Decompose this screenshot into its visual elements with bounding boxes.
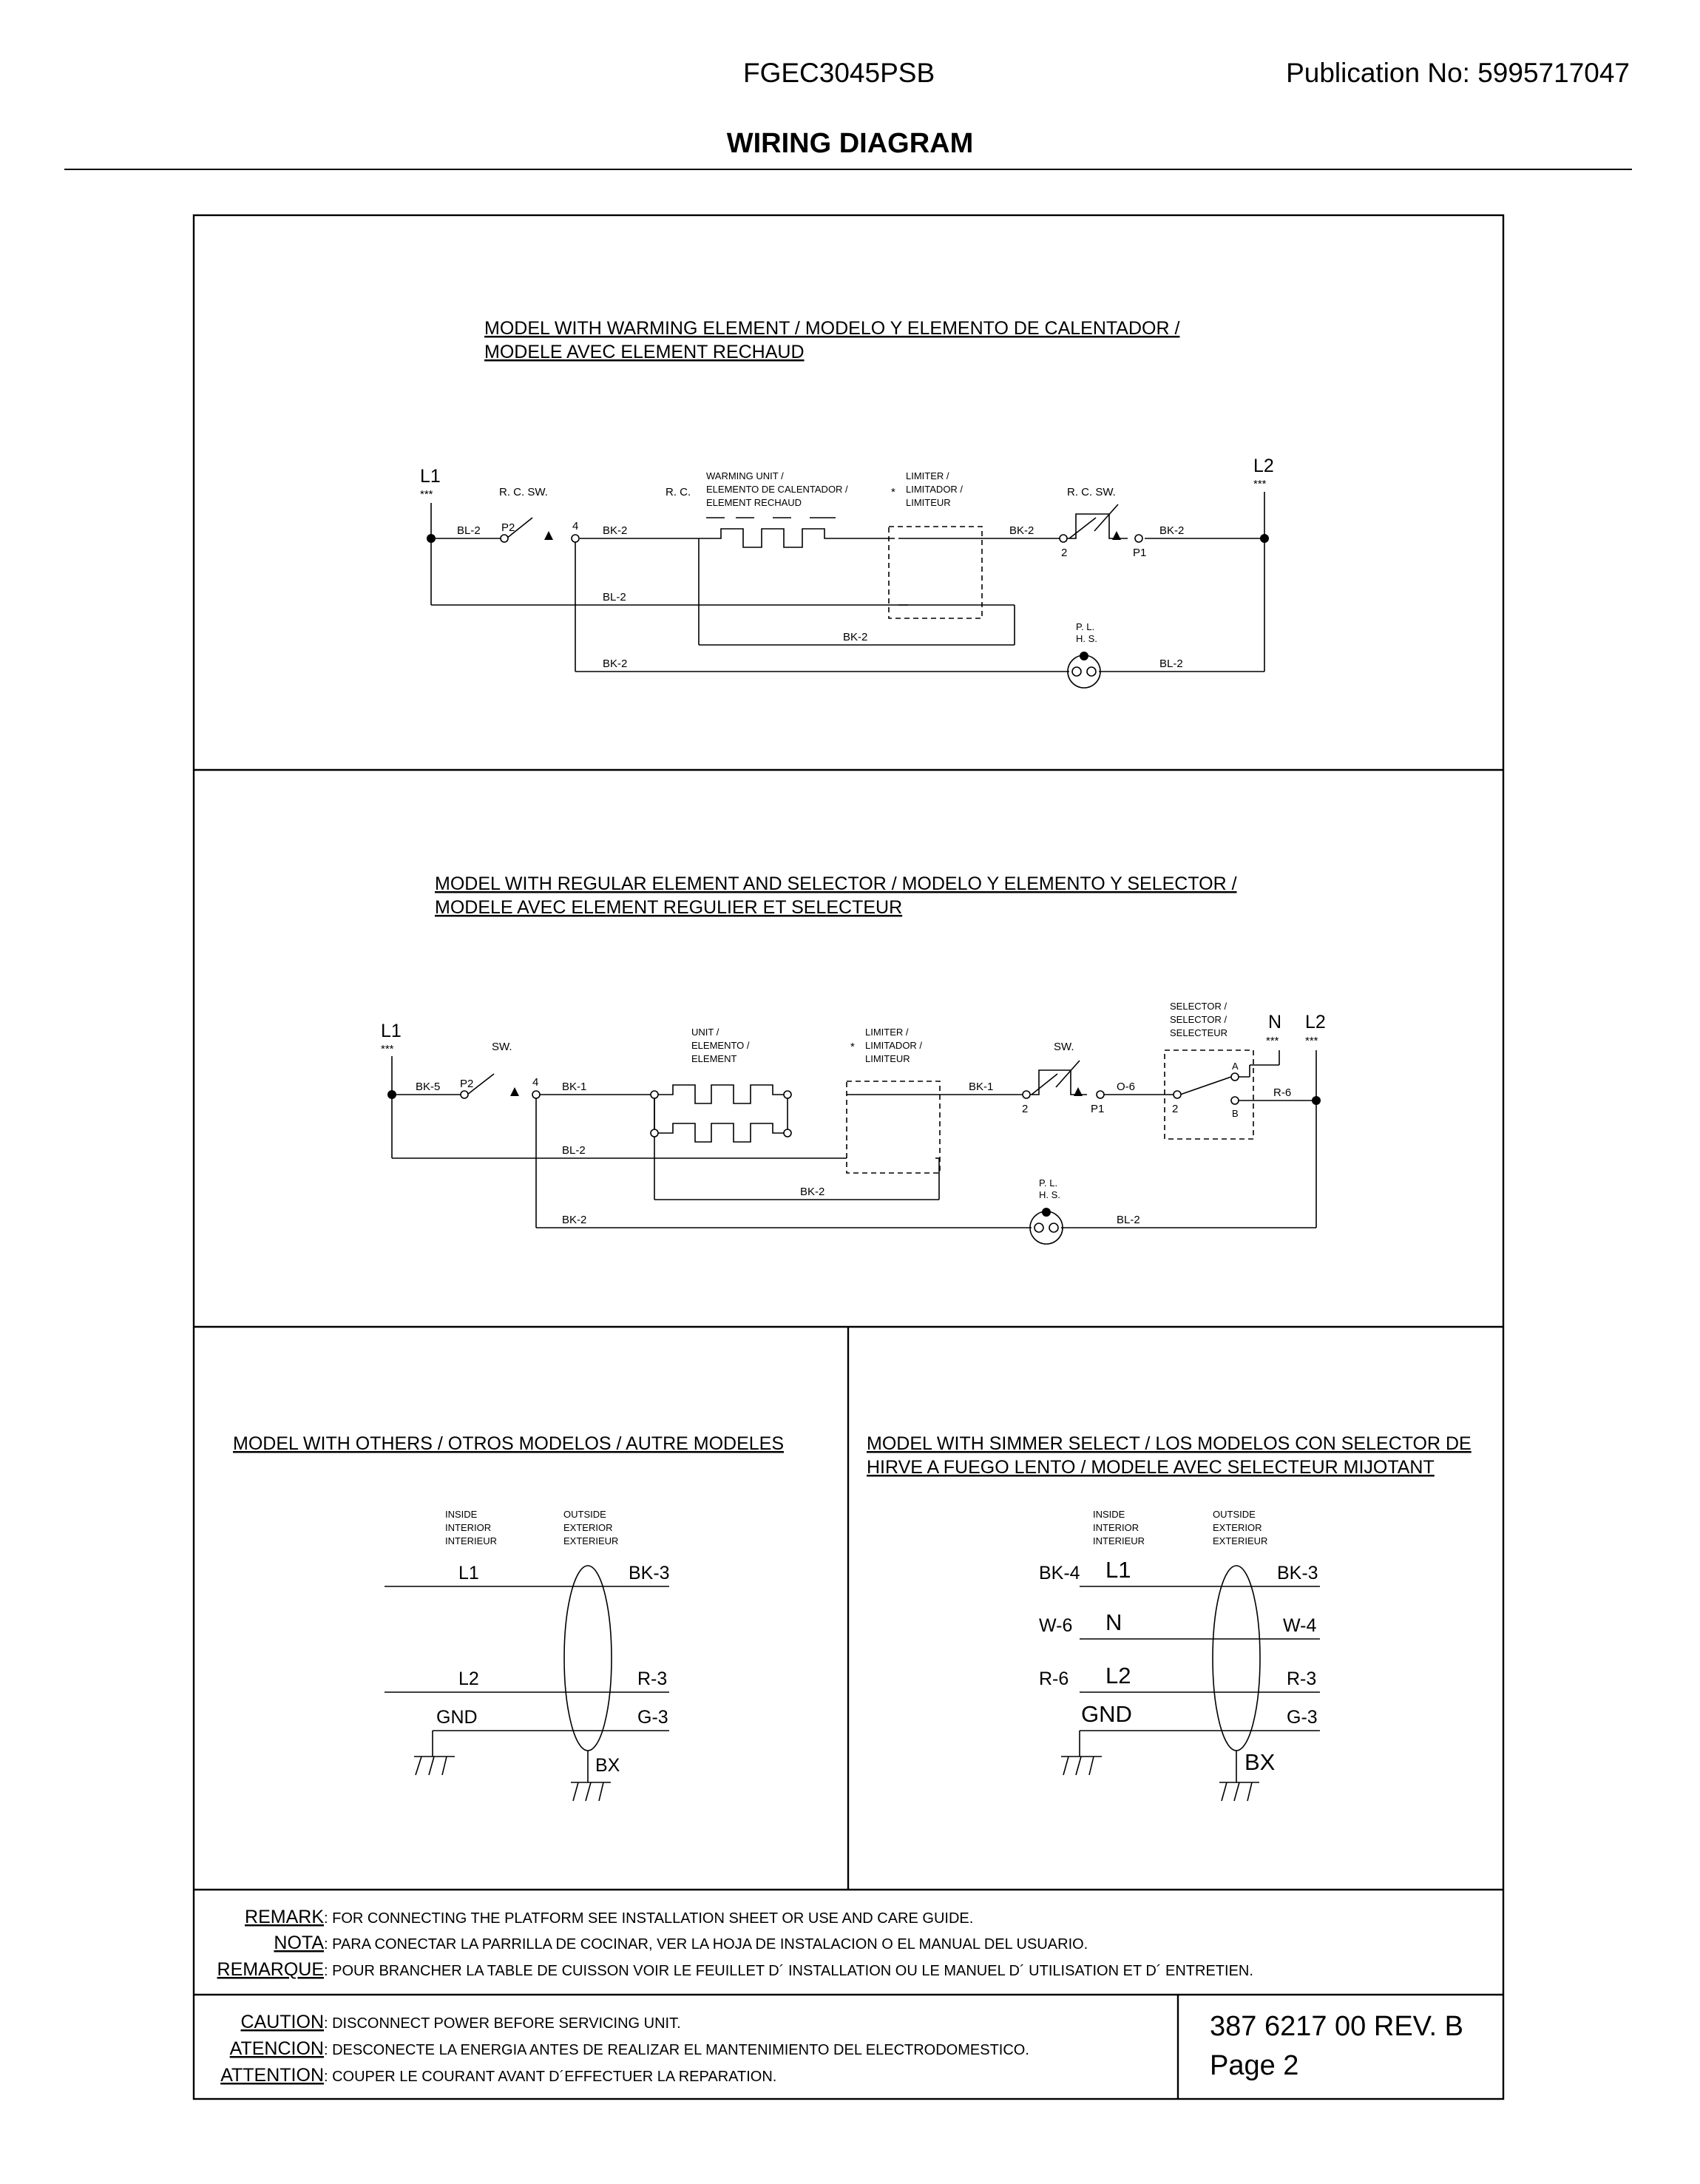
warming-hs-label: H. S.	[1076, 633, 1097, 644]
warming-l2-stars: ***	[1253, 478, 1267, 490]
regular-selector-b: B	[1232, 1108, 1239, 1119]
regular-n-label: N	[1268, 1012, 1282, 1032]
nota-text: : PARA CONECTAR LA PARRILLA DE COCINAR, VER LA HOJA DE INSTALACION O EL MANUAL DEL USUARIO.	[324, 1936, 1088, 1953]
remarks-section	[217, 1907, 1253, 1980]
others-g3-label: G-3	[637, 1707, 668, 1728]
simmer-title-line1: MODEL WITH SIMMER SELECT / LOS MODELOS CON SELECTOR DE	[867, 1433, 1472, 1454]
regular-limiter-label2: LIMITADOR /	[865, 1040, 923, 1051]
regular-p2-label: P2	[460, 1078, 474, 1090]
simmer-inside1: INSIDE	[1093, 1509, 1125, 1520]
regular-unit-label3: ELEMENT	[691, 1053, 737, 1064]
simmer-bk3-label: BK-3	[1277, 1563, 1318, 1583]
warming-unit-label2: ELEMENTO DE CALENTADOR /	[706, 484, 848, 495]
warming-rc-switch2-label: R. C. SW.	[1067, 486, 1116, 498]
others-gnd-label: GND	[436, 1707, 478, 1728]
caution-label: CAUTION	[240, 2012, 324, 2032]
others-inside3: INTERIEUR	[445, 1535, 498, 1546]
regular-unit-label1: UNIT /	[691, 1027, 719, 1038]
warming-wire-bl2-b: BL-2	[603, 591, 626, 604]
regular-l2-label: L2	[1305, 1012, 1326, 1032]
attention-text: : COUPER LE COURANT AVANT D´EFFECTUER LA REPARATION.	[324, 2069, 777, 2085]
regular-element-panel	[381, 873, 1326, 1244]
regular-sw2-label: SW.	[1054, 1041, 1074, 1053]
atencion-label: ATENCION	[229, 2038, 324, 2059]
simmer-w4-label: W-4	[1283, 1615, 1317, 1636]
warming-rc-switch-label: R. C. SW.	[499, 486, 548, 498]
caution-section	[220, 2011, 1463, 2086]
warming-l1-label: L1	[420, 466, 441, 487]
regular-l1-label: L1	[381, 1021, 402, 1041]
regular-wire-bk1-a: BK-1	[562, 1081, 587, 1093]
warming-wire-bl2-c: BL-2	[1159, 657, 1183, 670]
others-l2-label: L2	[458, 1669, 479, 1689]
remarque-label: REMARQUE	[217, 1959, 324, 1980]
diagram-frame	[194, 215, 1503, 2099]
others-outside3: EXTERIEUR	[563, 1535, 619, 1546]
simmer-r6-label: R-6	[1039, 1669, 1069, 1689]
warming-wire-bk2-a: BK-2	[603, 524, 628, 537]
remarque-text: : POUR BRANCHER LA TABLE DE CUISSON VOIR LE FEUILLET D´ INSTALLATION OU LE MANUEL D´ UTILISATION ET D´ ENTRETIEN.	[324, 1963, 1253, 1979]
regular-title-line1: MODEL WITH REGULAR ELEMENT AND SELECTOR / MODELO Y ELEMENTO Y SELECTOR /	[435, 873, 1237, 894]
simmer-bx-label: BX	[1244, 1749, 1276, 1775]
nota-label: NOTA	[274, 1933, 324, 1953]
simmer-l2-label: L2	[1105, 1663, 1131, 1688]
simmer-n-label: N	[1105, 1609, 1122, 1635]
simmer-outside2: EXTERIOR	[1213, 1522, 1262, 1533]
warming-title-line1: MODEL WITH WARMING ELEMENT / MODELO Y ELEMENTO DE CALENTADOR /	[484, 318, 1180, 339]
simmer-bk4-label: BK-4	[1039, 1563, 1080, 1583]
warming-terminal-4: 4	[572, 520, 579, 533]
simmer-r3-label: R-3	[1287, 1669, 1317, 1689]
regular-terminal-2: 2	[1022, 1103, 1029, 1115]
remark-text: : FOR CONNECTING THE PLATFORM SEE INSTALLATION SHEET OR USE AND CARE GUIDE.	[324, 1910, 974, 1927]
warming-unit-label3: ELEMENT RECHAUD	[706, 497, 802, 508]
regular-title-line2: MODELE AVEC ELEMENT REGULIER ET SELECTEUR	[435, 897, 903, 918]
regular-wire-bk2-b: BK-2	[562, 1214, 587, 1226]
simmer-select-panel	[867, 1433, 1472, 1801]
simmer-title-line2: HIRVE A FUEGO LENTO / MODELE AVEC SELECTEUR MIJOTANT	[867, 1457, 1435, 1478]
simmer-outside3: EXTERIEUR	[1213, 1535, 1268, 1546]
regular-limiter-label3: LIMITEUR	[865, 1053, 910, 1064]
regular-wire-bl2-b: BL-2	[1117, 1214, 1140, 1226]
regular-wire-bl2-a: BL-2	[562, 1144, 586, 1157]
regular-selector-label2: SELECTOR /	[1170, 1014, 1227, 1025]
regular-limiter-label1: LIMITER /	[865, 1027, 909, 1038]
warming-limiter-label1: LIMITER /	[906, 470, 949, 481]
part-number: 387 6217 00 REV. B	[1210, 2011, 1463, 2042]
regular-pl-label: P. L.	[1039, 1177, 1058, 1189]
others-inside2: INTERIOR	[445, 1522, 492, 1533]
warming-element-panel	[420, 318, 1274, 688]
warming-l2-label: L2	[1253, 456, 1274, 476]
regular-unit-label2: ELEMENTO /	[691, 1040, 750, 1051]
regular-p1-label: P1	[1091, 1103, 1105, 1115]
warming-limiter-star: *	[891, 486, 895, 498]
others-r3-label: R-3	[637, 1669, 668, 1689]
others-bk3-label: BK-3	[629, 1563, 670, 1583]
regular-hs-label: H. S.	[1039, 1189, 1060, 1200]
warming-unit-label1: WARMING UNIT /	[706, 470, 784, 481]
warming-limiter-label3: LIMITEUR	[906, 497, 951, 508]
warming-wire-bk2-b: BK-2	[1009, 524, 1034, 537]
regular-selector-label1: SELECTOR /	[1170, 1001, 1227, 1012]
warming-l1-stars: ***	[420, 488, 433, 501]
regular-sw-label: SW.	[492, 1041, 512, 1053]
warming-rc-label: R. C.	[666, 486, 691, 498]
model-number: FGEC3045PSB	[743, 58, 935, 88]
simmer-outside1: OUTSIDE	[1213, 1509, 1256, 1520]
others-bx-label: BX	[595, 1755, 620, 1776]
page-title: WIRING DIAGRAM	[726, 128, 974, 159]
caution-text: : DISCONNECT POWER BEFORE SERVICING UNIT.	[324, 2015, 681, 2032]
regular-l1-stars: ***	[381, 1043, 394, 1055]
attention-label: ATTENTION	[220, 2065, 324, 2086]
warming-wire-bl2-a: BL-2	[457, 524, 481, 537]
regular-wire-bk1-b: BK-1	[969, 1081, 994, 1093]
warming-wire-bk2-d: BK-2	[843, 631, 868, 643]
warming-pl-label: P. L.	[1076, 621, 1095, 632]
warming-limiter-label2: LIMITADOR /	[906, 484, 964, 495]
simmer-g3-label: G-3	[1287, 1707, 1318, 1728]
others-model-panel	[233, 1433, 784, 1801]
simmer-inside3: INTERIEUR	[1093, 1535, 1145, 1546]
regular-n-stars: ***	[1266, 1035, 1279, 1047]
regular-wire-o6: O-6	[1117, 1081, 1136, 1093]
warming-wire-bk2-e: BK-2	[603, 657, 628, 670]
warming-p2-label: P2	[501, 521, 515, 534]
regular-selector-a: A	[1232, 1061, 1239, 1072]
others-inside1: INSIDE	[445, 1509, 478, 1520]
others-l1-label: L1	[458, 1563, 479, 1583]
publication-number: Publication No: 5995717047	[1286, 58, 1630, 88]
warming-terminal-2: 2	[1061, 547, 1068, 559]
simmer-l1-label: L1	[1105, 1557, 1131, 1583]
regular-selector-label3: SELECTEUR	[1170, 1027, 1228, 1038]
others-outside1: OUTSIDE	[563, 1509, 606, 1520]
regular-wire-bk5: BK-5	[416, 1081, 441, 1093]
others-outside2: EXTERIOR	[563, 1522, 613, 1533]
regular-l2-stars: ***	[1305, 1035, 1318, 1047]
regular-limiter-star: *	[850, 1041, 855, 1053]
regular-wire-bk2-a: BK-2	[800, 1186, 825, 1198]
warming-title-line2: MODELE AVEC ELEMENT RECHAUD	[484, 342, 805, 362]
regular-terminal-4: 4	[532, 1076, 539, 1089]
simmer-gnd-label: GND	[1081, 1701, 1132, 1727]
warming-wire-bk2-c: BK-2	[1159, 524, 1185, 537]
regular-wire-r6: R-6	[1273, 1086, 1292, 1099]
simmer-w6-label: W-6	[1039, 1615, 1073, 1636]
simmer-inside2: INTERIOR	[1093, 1522, 1139, 1533]
atencion-text: : DESCONECTE LA ENERGIA ANTES DE REALIZAR EL MANTENIMIENTO DEL ELECTRODOMESTICO.	[324, 2042, 1029, 2058]
page-number: Page 2	[1210, 2050, 1299, 2081]
warming-p1-label: P1	[1133, 547, 1147, 559]
remark-label: REMARK	[245, 1907, 324, 1927]
regular-selector-terminal-2: 2	[1172, 1103, 1179, 1115]
others-title: MODEL WITH OTHERS / OTROS MODELOS / AUTRE MODELES	[233, 1433, 784, 1454]
